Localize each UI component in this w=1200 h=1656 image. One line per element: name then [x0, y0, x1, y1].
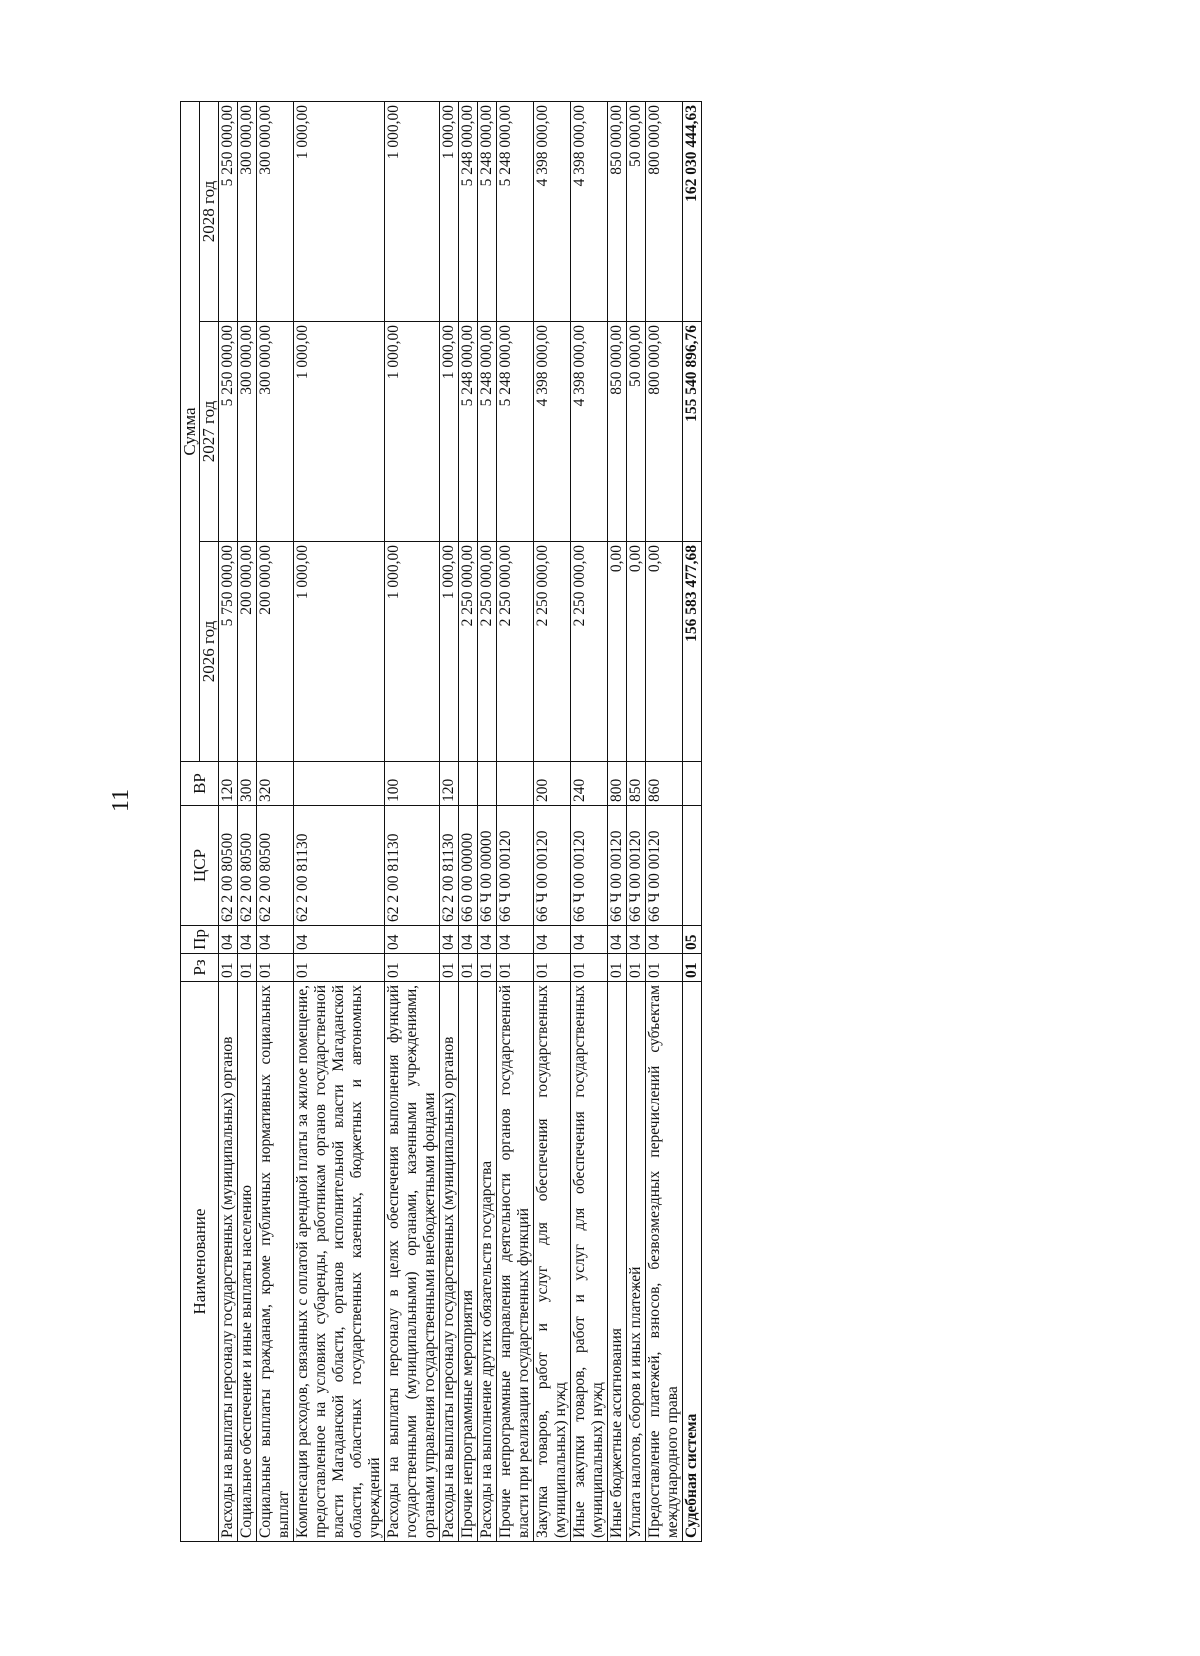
- row-pr: 04: [459, 926, 478, 954]
- row-vr: [459, 762, 478, 806]
- row-sum-2027: 4 398 000,00: [571, 322, 608, 542]
- row-sum-2028: 5 248 000,00: [459, 101, 478, 321]
- row-sum-2028: 1 000,00: [440, 101, 459, 321]
- row-name: Расходы на выплаты персоналу в целях обеспечения выполнения функций государственными (муниципальными) органами, казенными учреждениями, органами управления государственными внебюджетными фондами: [385, 982, 440, 1542]
- row-csr: 66 Ч 00 00120: [608, 806, 627, 926]
- row-sum-2026: 2 250 000,00: [459, 542, 478, 762]
- row-vr: 120: [219, 762, 238, 806]
- row-sum-2026: 200 000,00: [238, 542, 257, 762]
- row-sum-2026: 2 250 000,00: [571, 542, 608, 762]
- row-rz: 01: [238, 954, 257, 982]
- row-vr: [294, 762, 385, 806]
- row-sum-2028: 162 030 444,63: [683, 101, 702, 321]
- row-sum-2026: 1 000,00: [385, 542, 440, 762]
- row-name: Социальные выплаты гражданам, кроме публичных нормативных социальных выплат: [257, 982, 294, 1542]
- row-pr: 04: [219, 926, 238, 954]
- row-pr: 04: [497, 926, 534, 954]
- table-row: [238, 101, 257, 1541]
- row-sum-2027: 5 248 000,00: [459, 322, 478, 542]
- page-number: 11: [108, 788, 134, 812]
- row-name: Иные бюджетные ассигнования: [608, 982, 627, 1542]
- row-name: Иные закупки товаров, работ и услуг для обеспечения государственных (муниципальных) нужд: [571, 982, 608, 1542]
- row-sum-2028: 300 000,00: [257, 101, 294, 321]
- row-sum-2027: 1 000,00: [440, 322, 459, 542]
- table-row: [459, 101, 478, 1541]
- row-name: Закупка товаров, работ и услуг для обеспечения государственных (муниципальных) нужд: [534, 982, 571, 1542]
- table-row: [294, 101, 385, 1541]
- row-sum-2027: 300 000,00: [238, 322, 257, 542]
- row-sum-2027: 800 000,00: [646, 322, 683, 542]
- row-sum-2027: 1 000,00: [294, 322, 385, 542]
- row-csr: 66 Ч 00 00120: [571, 806, 608, 926]
- row-sum-2026: 156 583 477,68: [683, 542, 702, 762]
- row-rz: 01: [257, 954, 294, 982]
- table-row: [683, 101, 702, 1541]
- row-csr: 62 2 00 81130: [440, 806, 459, 926]
- row-rz: 01: [534, 954, 571, 982]
- row-vr: 300: [238, 762, 257, 806]
- row-pr: 04: [440, 926, 459, 954]
- row-csr: 62 2 00 80500: [238, 806, 257, 926]
- table-row: [219, 101, 238, 1541]
- row-sum-2028: 5 250 000,00: [219, 101, 238, 321]
- row-sum-2028: 1 000,00: [294, 101, 385, 321]
- table-row: [497, 101, 534, 1541]
- row-vr: [478, 762, 497, 806]
- row-sum-2026: 2 250 000,00: [497, 542, 534, 762]
- row-pr: 04: [608, 926, 627, 954]
- row-name: Прочие непрограммные направления деятельности органов государственной власти при реализации государственных функций: [497, 982, 534, 1542]
- row-sum-2027: 5 250 000,00: [219, 322, 238, 542]
- row-rz: 01: [459, 954, 478, 982]
- row-pr: 04: [534, 926, 571, 954]
- row-csr: 66 Ч 00 00120: [646, 806, 683, 926]
- rotated-page-content: [180, 102, 1060, 1542]
- row-sum-2026: 200 000,00: [257, 542, 294, 762]
- row-name: Расходы на выплаты персоналу государственных (муниципальных) органов: [440, 982, 459, 1542]
- row-vr: 120: [440, 762, 459, 806]
- row-sum-2028: 1 000,00: [385, 101, 440, 321]
- row-pr: 04: [257, 926, 294, 954]
- row-rz: 01: [219, 954, 238, 982]
- row-vr: [497, 762, 534, 806]
- row-csr: 66 Ч 00 00000: [478, 806, 497, 926]
- row-sum-2026: 0,00: [608, 542, 627, 762]
- row-name: Расходы на выплаты персоналу государственных (муниципальных) органов: [219, 982, 238, 1542]
- row-pr: 04: [238, 926, 257, 954]
- row-sum-2028: 850 000,00: [608, 101, 627, 321]
- row-csr: 62 2 00 81130: [294, 806, 385, 926]
- row-sum-2026: 1 000,00: [294, 542, 385, 762]
- row-rz: 01: [571, 954, 608, 982]
- header-name: Наименование: [181, 982, 219, 1542]
- row-vr: 200: [534, 762, 571, 806]
- budget-table: [180, 101, 702, 1542]
- row-pr: 04: [385, 926, 440, 954]
- row-vr: 860: [646, 762, 683, 806]
- header-year-2028: 2028 год: [200, 101, 219, 321]
- row-vr: 100: [385, 762, 440, 806]
- row-sum-2026: 0,00: [646, 542, 683, 762]
- table-row: [478, 101, 497, 1541]
- row-rz: 01: [608, 954, 627, 982]
- row-name: Уплата налогов, сборов и иных платежей: [627, 982, 646, 1542]
- row-csr: 66 Ч 00 00120: [627, 806, 646, 926]
- header-vr: ВР: [181, 762, 219, 806]
- row-sum-2028: 5 248 000,00: [478, 101, 497, 321]
- row-sum-2028: 4 398 000,00: [534, 101, 571, 321]
- header-pr: Пр: [181, 926, 219, 954]
- header-year-2026: 2026 год: [200, 542, 219, 762]
- row-name: Расходы на выполнение других обязательств государства: [478, 982, 497, 1542]
- row-rz: 01: [646, 954, 683, 982]
- row-sum-2028: 300 000,00: [238, 101, 257, 321]
- header-csr: ЦСР: [181, 806, 219, 926]
- table-row: [257, 101, 294, 1541]
- row-sum-2026: 1 000,00: [440, 542, 459, 762]
- header-rz: Рз: [181, 954, 219, 982]
- row-sum-2027: 50 000,00: [627, 322, 646, 542]
- row-rz: 01: [478, 954, 497, 982]
- row-csr: 62 2 00 80500: [219, 806, 238, 926]
- row-vr: 800: [608, 762, 627, 806]
- row-csr: 66 0 00 00000: [459, 806, 478, 926]
- row-sum-2026: 2 250 000,00: [478, 542, 497, 762]
- row-name: Прочие непрограммные мероприятия: [459, 982, 478, 1542]
- row-sum-2027: 5 248 000,00: [497, 322, 534, 542]
- row-sum-2028: 50 000,00: [627, 101, 646, 321]
- row-sum-2027: 1 000,00: [385, 322, 440, 542]
- row-vr: 240: [571, 762, 608, 806]
- table-row: [646, 101, 683, 1541]
- row-name: Предоставление платежей, взносов, безвозмездных перечислений субъектам международного права: [646, 982, 683, 1542]
- row-rz: 01: [497, 954, 534, 982]
- row-vr: 320: [257, 762, 294, 806]
- row-pr: 05: [683, 926, 702, 954]
- row-sum-2028: 4 398 000,00: [571, 101, 608, 321]
- table-row: [608, 101, 627, 1541]
- row-csr: 62 2 00 81130: [385, 806, 440, 926]
- table-body: [219, 101, 702, 1541]
- row-csr: 66 Ч 00 00120: [534, 806, 571, 926]
- row-pr: 04: [646, 926, 683, 954]
- row-name: Социальное обеспечение и иные выплаты населению: [238, 982, 257, 1542]
- table-row: [534, 101, 571, 1541]
- row-sum-2027: 155 540 896,76: [683, 322, 702, 542]
- row-sum-2027: 850 000,00: [608, 322, 627, 542]
- row-csr: [683, 806, 702, 926]
- header-sum: Сумма: [181, 101, 200, 761]
- row-pr: 04: [627, 926, 646, 954]
- row-sum-2026: 2 250 000,00: [534, 542, 571, 762]
- row-csr: 66 Ч 00 00120: [497, 806, 534, 926]
- row-rz: 01: [627, 954, 646, 982]
- row-rz: 01: [440, 954, 459, 982]
- row-rz: 01: [294, 954, 385, 982]
- row-rz: 01: [683, 954, 702, 982]
- header-year-2027: 2027 год: [200, 322, 219, 542]
- table-row: [440, 101, 459, 1541]
- row-name: Судебная система: [683, 982, 702, 1542]
- table-row: [627, 101, 646, 1541]
- row-pr: 04: [478, 926, 497, 954]
- row-vr: [683, 762, 702, 806]
- row-sum-2028: 5 248 000,00: [497, 101, 534, 321]
- row-sum-2027: 4 398 000,00: [534, 322, 571, 542]
- table-row: [571, 101, 608, 1541]
- table-row: [385, 101, 440, 1541]
- row-sum-2027: 300 000,00: [257, 322, 294, 542]
- row-name: Компенсация расходов, связанных с оплатой арендной платы за жилое помещение, предоставленное на условиях субаренды, работникам органов государственной власти Магаданской области, органов исполнительной власти Магаданской области, областных государственных казенных, бюджетных и автономных учреждений: [294, 982, 385, 1542]
- row-rz: 01: [385, 954, 440, 982]
- row-sum-2028: 800 000,00: [646, 101, 683, 321]
- row-csr: 62 2 00 80500: [257, 806, 294, 926]
- row-vr: 850: [627, 762, 646, 806]
- row-pr: 04: [294, 926, 385, 954]
- row-pr: 04: [571, 926, 608, 954]
- row-sum-2027: 5 248 000,00: [478, 322, 497, 542]
- row-sum-2026: 0,00: [627, 542, 646, 762]
- row-sum-2026: 5 750 000,00: [219, 542, 238, 762]
